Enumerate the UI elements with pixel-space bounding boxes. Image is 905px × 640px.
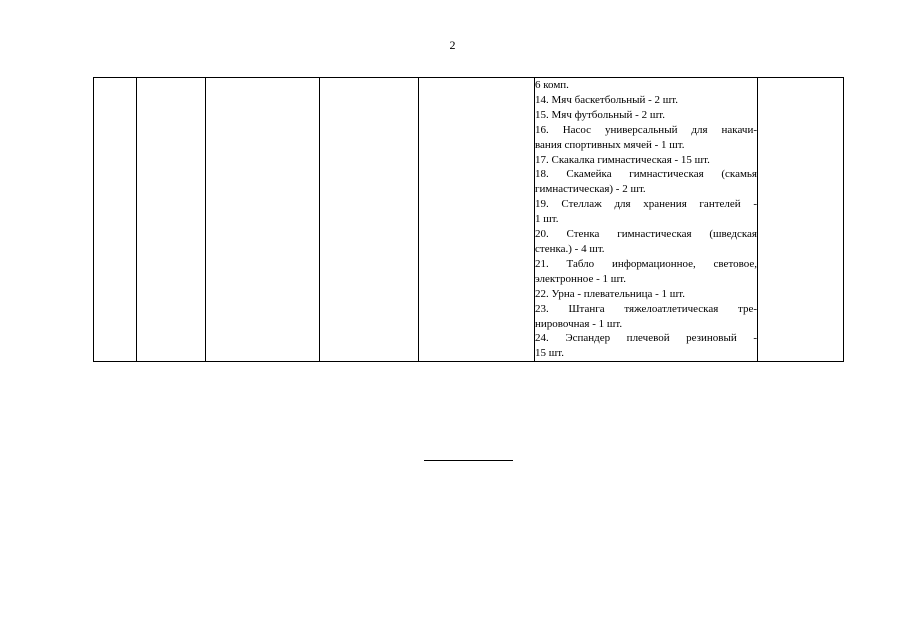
equipment-list-line: 15 шт. — [535, 347, 564, 360]
equipment-list-line: 21. Табло информационное, световое, — [535, 257, 757, 270]
table-cell-5 — [419, 78, 535, 362]
equipment-list-line: электронное - 1 шт. — [535, 272, 626, 285]
table-cell-7 — [758, 78, 844, 362]
equipment-list-line: 15. Мяч футбольный - 2 шт. — [535, 108, 666, 121]
page-number: 2 — [449, 38, 456, 52]
equipment-list-line: 22. Урна - плевательница - 1 шт. — [535, 287, 686, 300]
equipment-list-line: 20. Стенка гимнастическая (шведская — [535, 228, 757, 241]
equipment-list-line: вания спортивных мячей - 1 шт. — [535, 138, 685, 151]
equipment-list-line: гимнастическая) - 2 шт. — [535, 183, 646, 196]
table-cell-4 — [320, 78, 419, 362]
equipment-list-line: нировочная - 1 шт. — [535, 317, 623, 330]
equipment-list-line: 1 шт. — [535, 213, 559, 226]
table-cell-2 — [137, 78, 206, 362]
equipment-list-line: стенка.) - 4 шт. — [535, 242, 605, 255]
table-row — [94, 78, 844, 362]
equipment-list-line: 6 комп. — [535, 79, 569, 91]
equipment-list-line: 16. Насос универсальный для накачи- — [535, 123, 757, 136]
footnote-rule — [424, 460, 513, 461]
equipment-list-line: 17. Скакалка гимнастическая - 15 шт. — [535, 153, 710, 166]
equipment-list — [535, 78, 757, 361]
equipment-list-cell — [535, 78, 758, 362]
equipment-list-line: 18. Скамейка гимнастическая (скамья — [535, 168, 757, 181]
equipment-table — [93, 77, 844, 362]
equipment-list-line: 14. Мяч баскетбольный - 2 шт. — [535, 93, 678, 106]
equipment-list-line: 23. Штанга тяжелоатлетическая тре- — [535, 302, 757, 315]
equipment-list-line: 19. Стеллаж для хранения гантелей - — [535, 198, 757, 211]
equipment-list-line: 24. Эспандер плечевой резиновый - — [535, 332, 757, 345]
table-cell-number — [94, 78, 137, 362]
table-cell-3 — [206, 78, 320, 362]
